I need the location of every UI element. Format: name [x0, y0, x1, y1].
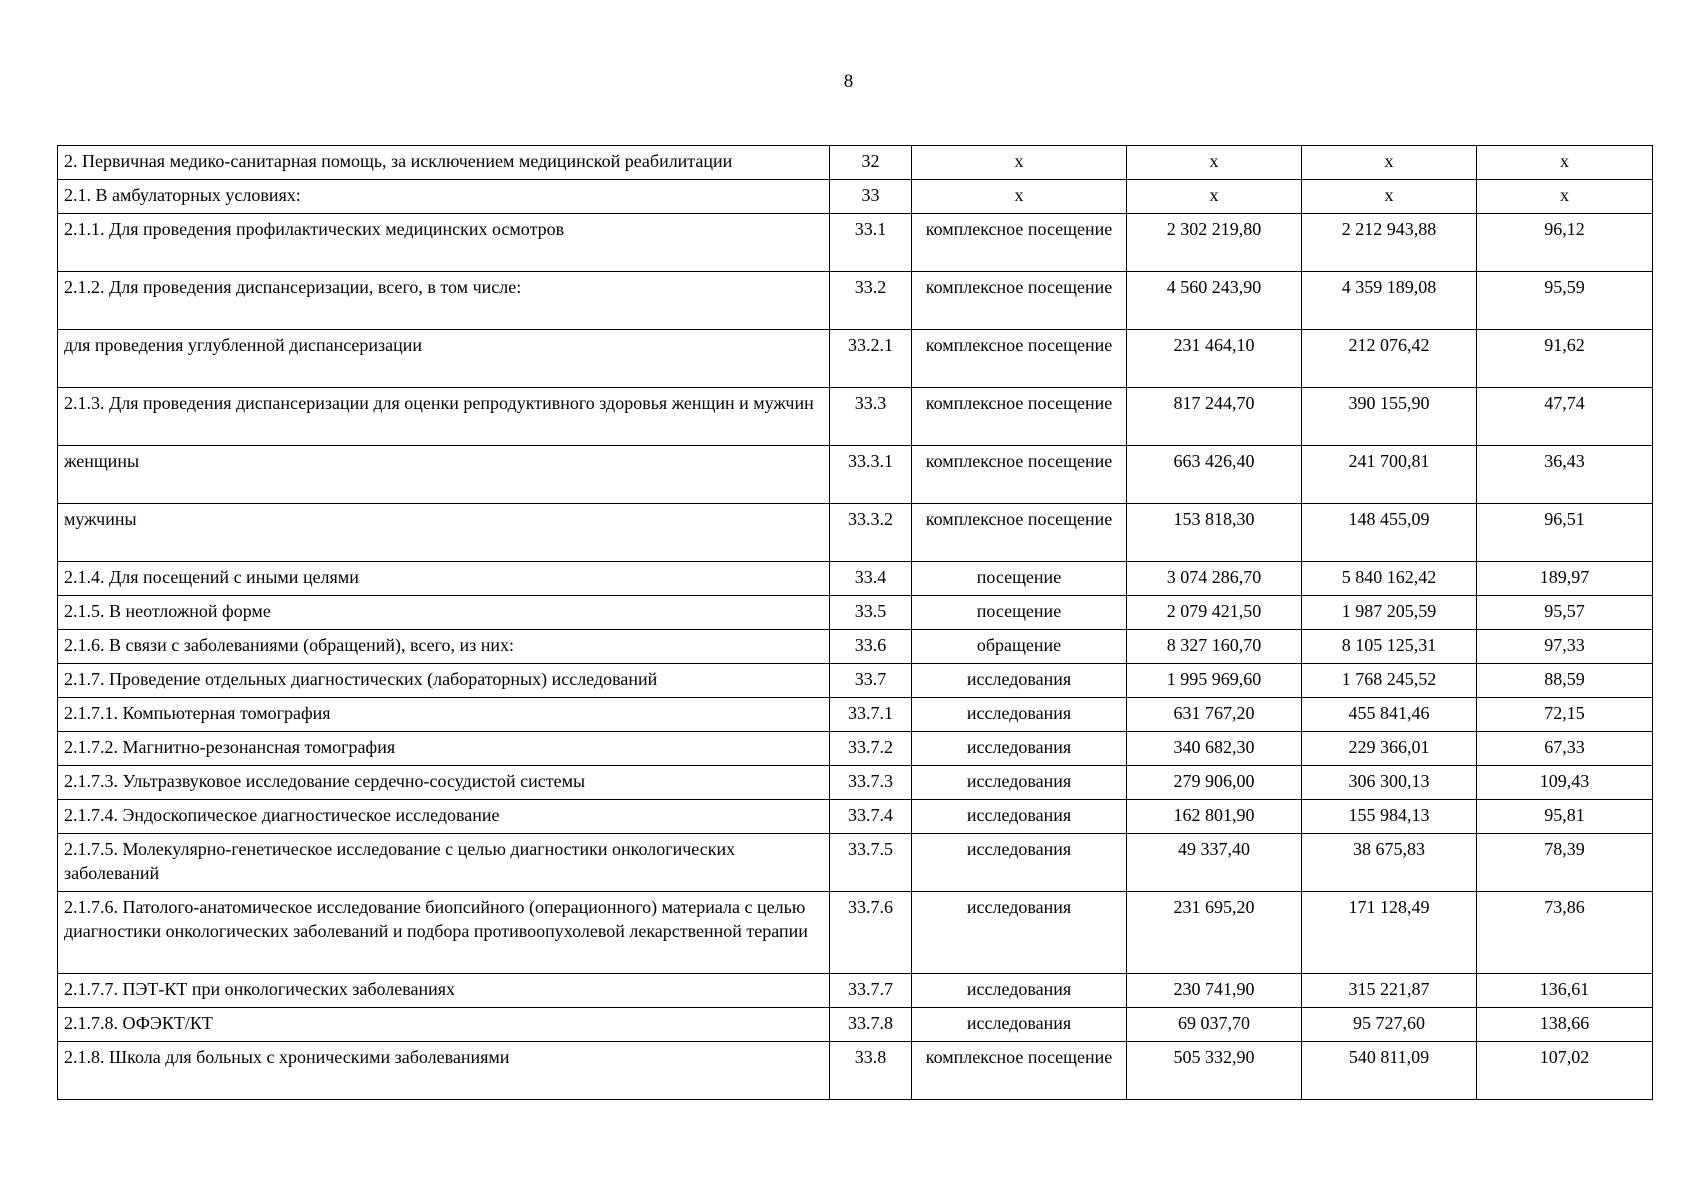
row-value1-cell: 153 818,30: [1127, 504, 1302, 562]
row-code-cell: 33.7.3: [830, 766, 912, 800]
row-name-cell: женщины: [58, 446, 830, 504]
row-percent-cell: 136,61: [1477, 974, 1653, 1008]
row-unit-cell: исследования: [912, 664, 1127, 698]
row-code-cell: 33.7.7: [830, 974, 912, 1008]
row-value1-cell: 230 741,90: [1127, 974, 1302, 1008]
row-value2-cell: 1 987 205,59: [1302, 596, 1477, 630]
row-value1-cell: 69 037,70: [1127, 1008, 1302, 1042]
table-row: [58, 698, 1653, 732]
table-row: [58, 504, 1653, 562]
row-code-cell: 33.7.6: [830, 892, 912, 974]
table-row: [58, 1042, 1653, 1100]
row-value2-cell: 1 768 245,52: [1302, 664, 1477, 698]
row-percent-cell: 91,62: [1477, 330, 1653, 388]
row-name-cell: 2.1.7.7. ПЭТ-КТ при онкологических заболеваниях: [58, 974, 830, 1008]
row-unit-cell: комплексное посещение: [912, 388, 1127, 446]
table-row: [58, 766, 1653, 800]
row-code-cell: 33.3.1: [830, 446, 912, 504]
row-code-cell: 33.7.1: [830, 698, 912, 732]
row-code-cell: 32: [830, 146, 912, 180]
row-value2-cell: 8 105 125,31: [1302, 630, 1477, 664]
row-value1-cell: х: [1127, 146, 1302, 180]
row-value2-cell: 390 155,90: [1302, 388, 1477, 446]
row-name-cell: 2.1. В амбулаторных условиях:: [58, 180, 830, 214]
row-value2-cell: 95 727,60: [1302, 1008, 1477, 1042]
row-value2-cell: 241 700,81: [1302, 446, 1477, 504]
row-value1-cell: 505 332,90: [1127, 1042, 1302, 1100]
row-value1-cell: 3 074 286,70: [1127, 562, 1302, 596]
row-value2-cell: 155 984,13: [1302, 800, 1477, 834]
row-value1-cell: 231 695,20: [1127, 892, 1302, 974]
row-value1-cell: 817 244,70: [1127, 388, 1302, 446]
data-table: [57, 145, 1653, 1100]
row-percent-cell: 95,57: [1477, 596, 1653, 630]
row-percent-cell: 95,81: [1477, 800, 1653, 834]
table-row: [58, 272, 1653, 330]
row-name-cell: 2.1.7.4. Эндоскопическое диагностическое исследование: [58, 800, 830, 834]
row-unit-cell: х: [912, 180, 1127, 214]
row-value2-cell: 4 359 189,08: [1302, 272, 1477, 330]
row-name-cell: 2.1.8. Школа для больных с хроническими заболеваниями: [58, 1042, 830, 1100]
row-value2-cell: 306 300,13: [1302, 766, 1477, 800]
row-value1-cell: 162 801,90: [1127, 800, 1302, 834]
row-code-cell: 33.2: [830, 272, 912, 330]
row-code-cell: 33.7.8: [830, 1008, 912, 1042]
row-code-cell: 33.7: [830, 664, 912, 698]
row-percent-cell: х: [1477, 180, 1653, 214]
row-name-cell: 2.1.7. Проведение отдельных диагностических (лабораторных) исследований: [58, 664, 830, 698]
row-value2-cell: 229 366,01: [1302, 732, 1477, 766]
row-unit-cell: посещение: [912, 596, 1127, 630]
table-row: [58, 446, 1653, 504]
row-code-cell: 33.2.1: [830, 330, 912, 388]
row-value2-cell: 2 212 943,88: [1302, 214, 1477, 272]
row-value1-cell: х: [1127, 180, 1302, 214]
row-name-cell: 2.1.7.5. Молекулярно-генетическое исследование с целью диагностики онкологических заболеваний: [58, 834, 830, 892]
table-row: [58, 388, 1653, 446]
row-name-cell: 2.1.7.6. Патолого-анатомическое исследование биопсийного (операционного) материала с целью диагностики онкологических заболеваний и подбора противоопухолевой лекарственной терапии: [58, 892, 830, 974]
table-row: [58, 562, 1653, 596]
row-value1-cell: 8 327 160,70: [1127, 630, 1302, 664]
row-value2-cell: 38 675,83: [1302, 834, 1477, 892]
table-row: [58, 146, 1653, 180]
row-percent-cell: 88,59: [1477, 664, 1653, 698]
table-row: [58, 1008, 1653, 1042]
row-value1-cell: 4 560 243,90: [1127, 272, 1302, 330]
row-value2-cell: х: [1302, 180, 1477, 214]
table-row: [58, 596, 1653, 630]
row-unit-cell: исследования: [912, 974, 1127, 1008]
row-unit-cell: комплексное посещение: [912, 504, 1127, 562]
row-percent-cell: 67,33: [1477, 732, 1653, 766]
row-percent-cell: 96,51: [1477, 504, 1653, 562]
row-value2-cell: 455 841,46: [1302, 698, 1477, 732]
row-unit-cell: исследования: [912, 766, 1127, 800]
row-percent-cell: 96,12: [1477, 214, 1653, 272]
row-value2-cell: 212 076,42: [1302, 330, 1477, 388]
row-name-cell: мужчины: [58, 504, 830, 562]
row-percent-cell: 109,43: [1477, 766, 1653, 800]
row-name-cell: 2. Первичная медико-санитарная помощь, за исключением медицинской реабилитации: [58, 146, 830, 180]
row-name-cell: 2.1.4. Для посещений с иными целями: [58, 562, 830, 596]
row-value1-cell: 49 337,40: [1127, 834, 1302, 892]
row-value1-cell: 1 995 969,60: [1127, 664, 1302, 698]
row-percent-cell: 73,86: [1477, 892, 1653, 974]
row-name-cell: 2.1.1. Для проведения профилактических медицинских осмотров: [58, 214, 830, 272]
row-code-cell: 33: [830, 180, 912, 214]
row-unit-cell: комплексное посещение: [912, 446, 1127, 504]
table-row: [58, 630, 1653, 664]
row-value1-cell: 340 682,30: [1127, 732, 1302, 766]
row-code-cell: 33.7.5: [830, 834, 912, 892]
row-unit-cell: комплексное посещение: [912, 330, 1127, 388]
row-name-cell: 2.1.6. В связи с заболеваниями (обращений), всего, из них:: [58, 630, 830, 664]
row-unit-cell: комплексное посещение: [912, 1042, 1127, 1100]
table-row: [58, 800, 1653, 834]
row-value1-cell: 279 906,00: [1127, 766, 1302, 800]
row-code-cell: 33.8: [830, 1042, 912, 1100]
row-percent-cell: 107,02: [1477, 1042, 1653, 1100]
row-percent-cell: 36,43: [1477, 446, 1653, 504]
row-name-cell: для проведения углубленной диспансеризации: [58, 330, 830, 388]
row-percent-cell: 95,59: [1477, 272, 1653, 330]
row-name-cell: 2.1.7.2. Магнитно-резонансная томография: [58, 732, 830, 766]
row-value2-cell: 5 840 162,42: [1302, 562, 1477, 596]
row-unit-cell: исследования: [912, 834, 1127, 892]
row-unit-cell: комплексное посещение: [912, 272, 1127, 330]
row-code-cell: 33.5: [830, 596, 912, 630]
row-value2-cell: 148 455,09: [1302, 504, 1477, 562]
row-value1-cell: 231 464,10: [1127, 330, 1302, 388]
row-value2-cell: 315 221,87: [1302, 974, 1477, 1008]
row-unit-cell: х: [912, 146, 1127, 180]
row-percent-cell: 189,97: [1477, 562, 1653, 596]
row-percent-cell: 72,15: [1477, 698, 1653, 732]
row-code-cell: 33.3: [830, 388, 912, 446]
row-percent-cell: х: [1477, 146, 1653, 180]
row-code-cell: 33.7.4: [830, 800, 912, 834]
row-code-cell: 33.1: [830, 214, 912, 272]
row-value1-cell: 2 302 219,80: [1127, 214, 1302, 272]
row-unit-cell: обращение: [912, 630, 1127, 664]
row-value2-cell: х: [1302, 146, 1477, 180]
row-code-cell: 33.4: [830, 562, 912, 596]
row-name-cell: 2.1.2. Для проведения диспансеризации, всего, в том числе:: [58, 272, 830, 330]
table-row: [58, 180, 1653, 214]
row-unit-cell: исследования: [912, 732, 1127, 766]
row-unit-cell: комплексное посещение: [912, 214, 1127, 272]
table-row: [58, 834, 1653, 892]
table-row: [58, 214, 1653, 272]
table-row: [58, 974, 1653, 1008]
row-unit-cell: исследования: [912, 698, 1127, 732]
table-row: [58, 330, 1653, 388]
row-value1-cell: 663 426,40: [1127, 446, 1302, 504]
row-percent-cell: 47,74: [1477, 388, 1653, 446]
row-value1-cell: 631 767,20: [1127, 698, 1302, 732]
table-row: [58, 892, 1653, 974]
row-unit-cell: исследования: [912, 892, 1127, 974]
row-code-cell: 33.6: [830, 630, 912, 664]
row-value2-cell: 540 811,09: [1302, 1042, 1477, 1100]
row-code-cell: 33.3.2: [830, 504, 912, 562]
row-percent-cell: 78,39: [1477, 834, 1653, 892]
row-percent-cell: 138,66: [1477, 1008, 1653, 1042]
row-name-cell: 2.1.7.8. ОФЭКТ/КТ: [58, 1008, 830, 1042]
row-value1-cell: 2 079 421,50: [1127, 596, 1302, 630]
row-unit-cell: исследования: [912, 800, 1127, 834]
row-name-cell: 2.1.7.1. Компьютерная томография: [58, 698, 830, 732]
row-name-cell: 2.1.3. Для проведения диспансеризации для оценки репродуктивного здоровья женщин и мужчин: [58, 388, 830, 446]
page-number: 8: [843, 71, 854, 92]
row-percent-cell: 97,33: [1477, 630, 1653, 664]
row-unit-cell: исследования: [912, 1008, 1127, 1042]
row-code-cell: 33.7.2: [830, 732, 912, 766]
row-name-cell: 2.1.5. В неотложной форме: [58, 596, 830, 630]
table-row: [58, 664, 1653, 698]
row-unit-cell: посещение: [912, 562, 1127, 596]
row-value2-cell: 171 128,49: [1302, 892, 1477, 974]
row-name-cell: 2.1.7.3. Ультразвуковое исследование сердечно-сосудистой системы: [58, 766, 830, 800]
table-row: [58, 732, 1653, 766]
